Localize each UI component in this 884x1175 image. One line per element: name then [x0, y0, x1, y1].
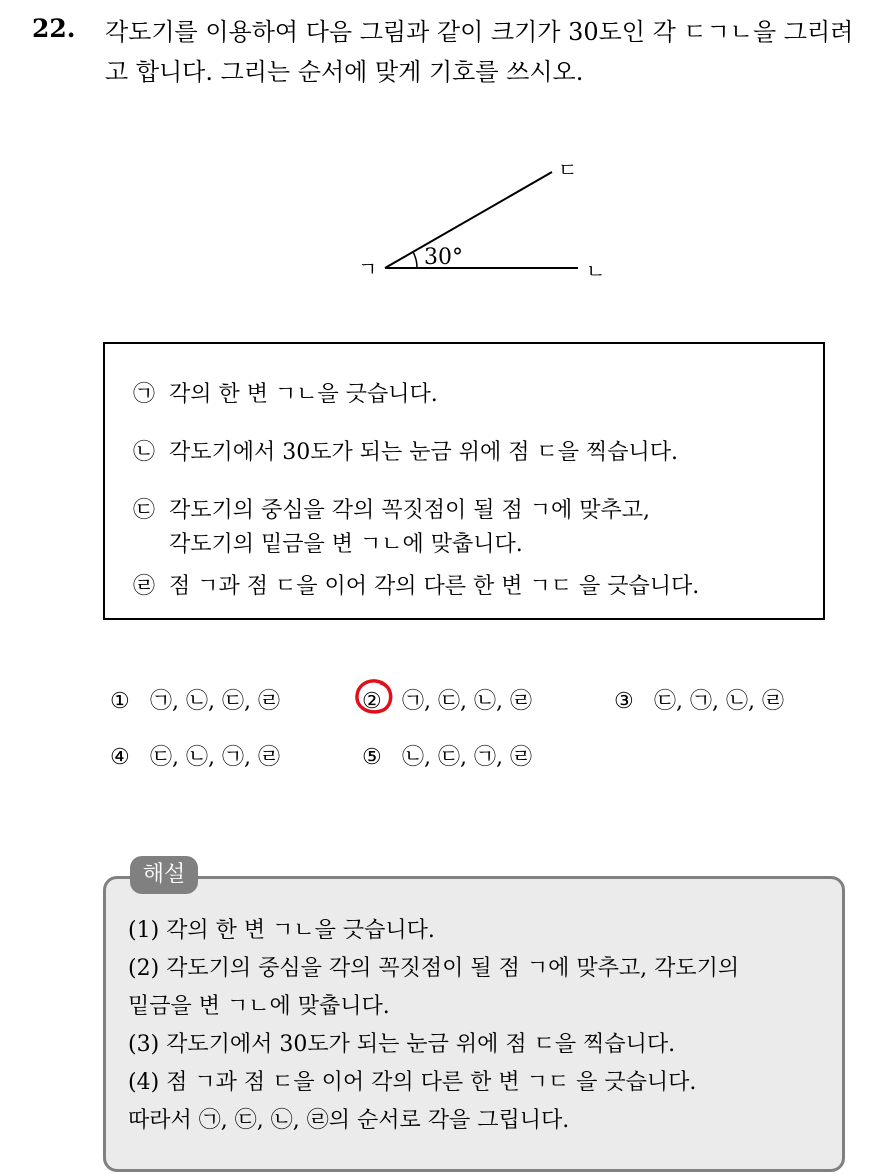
vertex-label: ㄱ	[358, 257, 378, 281]
choice-num: ③	[614, 689, 634, 714]
step-2	[133, 436, 678, 470]
explanation-box	[103, 876, 845, 1172]
choice-1[interactable]	[110, 684, 280, 715]
choice-text: ㉠, ㉢, ㉡, ㉣	[402, 689, 532, 714]
end-label-top: ㄷ	[558, 158, 578, 182]
step-mark: ㉠	[133, 382, 156, 407]
question-number: 22.	[32, 14, 76, 43]
selection-circle-mark	[354, 678, 394, 716]
choice-num: ④	[110, 745, 130, 770]
step-3	[133, 494, 650, 562]
choice-5[interactable]	[362, 740, 532, 771]
step-text-cont: 각도기의 밑금을 변 ㄱㄴ에 맞춥니다.	[169, 532, 523, 557]
end-label-bottom: ㄴ	[586, 259, 606, 283]
choice-3[interactable]	[614, 684, 784, 715]
explanation-line: (4) 점 ㄱ과 점 ㄷ을 이어 각의 다른 한 변 ㄱㄷ 을 긋습니다.	[128, 1070, 697, 1095]
choice-num: ①	[110, 689, 130, 714]
explanation-line: 따라서 ㉠, ㉢, ㉡, ㉣의 순서로 각을 그립니다.	[128, 1108, 570, 1133]
explanation-line: (3) 각도기에서 30도가 되는 눈금 위에 점 ㄷ을 찍습니다.	[128, 1032, 676, 1057]
choice-4[interactable]	[110, 740, 280, 771]
step-text: 각의 한 변 ㄱㄴ을 긋습니다.	[169, 382, 438, 407]
step-text: 점 ㄱ과 점 ㄷ을 이어 각의 다른 한 변 ㄱㄷ 을 긋습니다.	[169, 574, 700, 599]
step-text: 각도기의 중심을 각의 꼭짓점이 될 점 ㄱ에 맞추고,	[169, 498, 650, 523]
angle-arc	[413, 252, 417, 268]
angle-label: 30°	[424, 245, 463, 270]
choice-text: ㉢, ㉡, ㉠, ㉣	[150, 745, 280, 770]
step-text: 각도기에서 30도가 되는 눈금 위에 점 ㄷ을 찍습니다.	[169, 440, 678, 465]
explanation-line: (2) 각도기의 중심을 각의 꼭짓점이 될 점 ㄱ에 맞추고, 각도기의	[128, 956, 740, 981]
choice-text: ㉢, ㉠, ㉡, ㉣	[654, 689, 784, 714]
step-mark: ㉣	[133, 574, 156, 599]
choice-text: ㉡, ㉢, ㉠, ㉣	[402, 745, 532, 770]
choice-num: ⑤	[362, 745, 382, 770]
step-4	[133, 570, 699, 604]
steps-box	[103, 342, 825, 620]
ray-ㄱㄷ	[385, 172, 552, 268]
step-mark: ㉡	[133, 440, 156, 465]
explanation-line: 밑금을 변 ㄱㄴ에 맞춥니다.	[128, 994, 390, 1019]
explanation-line: (1) 각의 한 변 ㄱㄴ을 긋습니다.	[128, 918, 435, 943]
choice-text: ㉠, ㉡, ㉢, ㉣	[150, 689, 280, 714]
choice-num: ②	[362, 689, 382, 714]
step-mark: ㉢	[133, 498, 156, 523]
step-1	[133, 378, 438, 412]
angle-figure	[330, 150, 630, 290]
question-text: 각도기를 이용하여 다음 그림과 같이 크기가 30도인 각 ㄷㄱㄴ을 그리려고 합니다. 그리는 순서에 맞게 기호를 쓰시오.	[105, 18, 854, 86]
explanation-tab: 해설	[130, 856, 198, 894]
